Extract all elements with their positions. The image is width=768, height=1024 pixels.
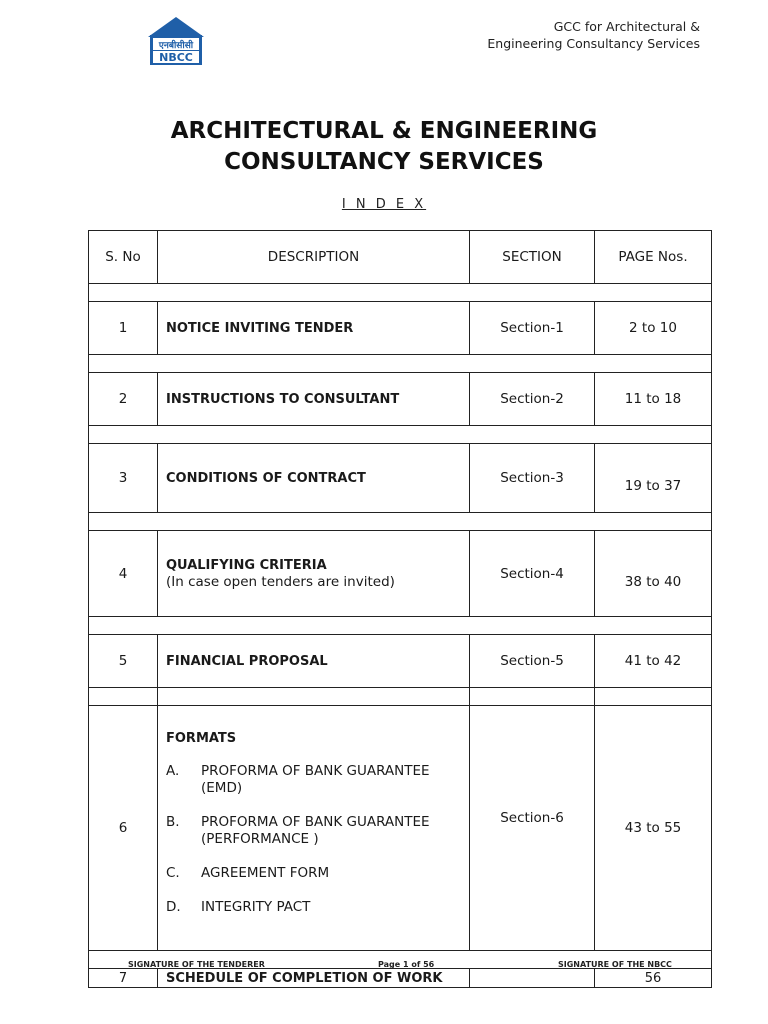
spacer-cell (89, 688, 158, 706)
footer-nbcc-signature: SIGNATURE OF THE NBCC (558, 960, 672, 969)
spacer-cell (89, 355, 712, 373)
row-description: CONDITIONS OF CONTRACT (158, 444, 470, 513)
formats-list (166, 729, 469, 928)
format-item (166, 865, 469, 882)
spacer-cell (89, 617, 712, 635)
table-row (89, 302, 712, 355)
doc-ref-line2: Engineering Consultancy Services (487, 36, 700, 51)
row-sno: 5 (89, 635, 158, 688)
spacer-cell (89, 513, 712, 531)
index-table (88, 230, 712, 988)
header-sno: S. No (89, 231, 158, 284)
format-letter: D. (166, 898, 181, 915)
footer-tenderer-signature: SIGNATURE OF THE TENDERER (128, 960, 265, 969)
row-sno: 3 (89, 444, 158, 513)
format-item (166, 763, 469, 797)
table-row (89, 706, 712, 951)
spacer-cell (158, 688, 470, 706)
format-item (166, 814, 469, 848)
row-description: INSTRUCTIONS TO CONSULTANT (158, 373, 470, 426)
format-item (166, 899, 469, 916)
spacer-row (89, 426, 712, 444)
row-description-cell (158, 706, 470, 951)
row-section: Section-4 (470, 531, 595, 617)
doc-ref-line1: GCC for Architectural & (553, 19, 700, 34)
nbcc-logo (146, 15, 206, 67)
format-text: INTEGRITY PACT (201, 898, 311, 915)
row-pages: 56 (595, 969, 712, 988)
spacer-cell (89, 426, 712, 444)
title-line1: ARCHITECTURAL & ENGINEERING (170, 118, 598, 144)
row-sno: 7 (89, 969, 158, 988)
row-description: FORMATS (166, 730, 237, 746)
row-description-cell (158, 531, 470, 617)
row-sno: 1 (89, 302, 158, 355)
row-description: QUALIFYING CRITERIA (166, 558, 327, 573)
header-pages: PAGE Nos. (595, 231, 712, 284)
row-pages: 43 to 55 (595, 706, 712, 951)
logo-hindi-text: एनबीसीसी (158, 41, 194, 51)
format-letter: B. (166, 813, 180, 830)
table-row (89, 373, 712, 426)
row-section: Section-3 (470, 444, 595, 513)
title-line2: CONSULTANCY SERVICES (224, 149, 544, 175)
page-title (0, 116, 768, 178)
row-section (470, 969, 595, 988)
table-row (89, 969, 712, 988)
row-section: Section-1 (470, 302, 595, 355)
row-description-note: (In case open tenders are invited) (166, 574, 395, 590)
header-description: DESCRIPTION (158, 231, 470, 284)
spacer-row (89, 355, 712, 373)
row-section: Section-6 (470, 706, 595, 951)
row-description: SCHEDULE OF COMPLETION OF WORK (158, 969, 470, 988)
row-sno: 2 (89, 373, 158, 426)
row-pages: 19 to 37 (595, 444, 712, 513)
spacer-cell (89, 284, 712, 302)
spacer-cell (595, 688, 712, 706)
row-pages: 2 to 10 (595, 302, 712, 355)
spacer-row (89, 617, 712, 635)
document-reference (487, 18, 700, 52)
format-letter: A. (166, 762, 180, 779)
format-letter: C. (166, 864, 180, 881)
row-sno: 6 (89, 706, 158, 951)
table-row (89, 635, 712, 688)
spacer-row (89, 688, 712, 706)
footer-page-number: Page 1 of 56 (378, 960, 435, 969)
table-row (89, 444, 712, 513)
row-section: Section-2 (470, 373, 595, 426)
header-section: SECTION (470, 231, 595, 284)
spacer-row (89, 513, 712, 531)
table-header-row (89, 231, 712, 284)
logo-nbcc-text: NBCC (159, 51, 193, 64)
format-text: PROFORMA OF BANK GUARANTEE (PERFORMANCE ) (201, 813, 430, 847)
row-pages: 38 to 40 (595, 531, 712, 617)
row-description: NOTICE INVITING TENDER (158, 302, 470, 355)
index-heading: I N D E X (341, 197, 427, 212)
format-text: AGREEMENT FORM (201, 864, 330, 881)
row-section: Section-5 (470, 635, 595, 688)
row-sno: 4 (89, 531, 158, 617)
row-description: FINANCIAL PROPOSAL (158, 635, 470, 688)
spacer-row (89, 284, 712, 302)
row-pages: 41 to 42 (595, 635, 712, 688)
row-pages: 11 to 18 (595, 373, 712, 426)
spacer-cell (470, 688, 595, 706)
table-row (89, 531, 712, 617)
format-text: PROFORMA OF BANK GUARANTEE (EMD) (201, 762, 430, 796)
